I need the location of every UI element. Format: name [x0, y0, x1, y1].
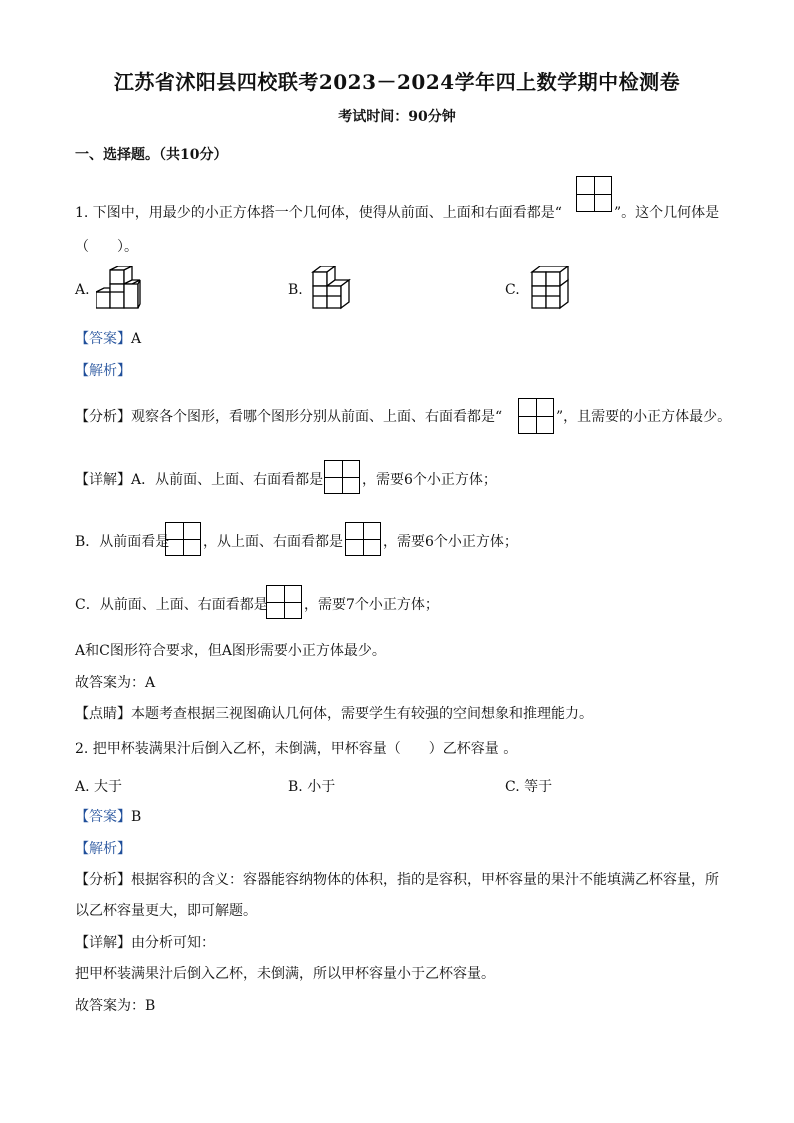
detail-tag: 【详解】 [75, 935, 131, 951]
q1-detail-b-top-grid-icon [345, 522, 381, 556]
fenxi-text: 根据容积的含义：容器能容纳物体的体积，指的是容积，甲杯容量的果汁不能填满乙杯容量，所 [131, 872, 719, 888]
q1-detail-a-part2: ，需要6个小正方体； [362, 472, 497, 488]
section-heading: 一、选择题。（共10分） [75, 147, 228, 163]
q1-fenxi [75, 406, 502, 426]
q1-final: 故答案为：A [75, 675, 156, 691]
q1-stem-part2: ”。这个几何体是 [614, 205, 720, 221]
q1-detail-b-front-grid-icon [165, 522, 201, 556]
detail-text: 由分析可知： [131, 935, 215, 951]
answer-value: A [131, 331, 142, 347]
q1-option-b-label: B. [288, 282, 303, 298]
q1-fenxi-grid-icon [518, 398, 554, 434]
q1-option-b-cubes-icon [311, 266, 357, 312]
dianjing-text: 本题考查根据三视图确认几何体，需要学生有较强的空间想象和推理能力。 [131, 706, 593, 722]
fenxi-tag: 【分析】 [75, 872, 131, 888]
detail-tag: 【详解】 [75, 472, 131, 488]
q2-option-c: C. 等于 [505, 779, 553, 795]
q2-option-b: B. 小于 [288, 779, 336, 795]
q2-fenxi-line1 [75, 869, 719, 889]
q2-detail [75, 932, 215, 952]
exam-time: 考试时间：90分钟 [338, 109, 456, 125]
q2-final: 故答案为：B [75, 998, 156, 1014]
q2-fenxi-line2: 以乙杯容量更大，即可解题。 [75, 903, 257, 919]
q1-stem-grid-icon [576, 176, 612, 212]
q1-detail-a [75, 469, 323, 489]
q1-detail-b-part2: ，从上面、右面看都是 [203, 534, 343, 550]
answer-tag: 【答案】 [75, 809, 131, 825]
page-title: 江苏省沭阳县四校联考2023－2024学年四上数学期中检测卷 [113, 70, 681, 94]
fenxi-text-part1: 观察各个图形，看哪个图形分别从前面、上面、右面看都是“ [131, 409, 503, 425]
q2-detail-line2: 把甲杯装满果汁后倒入乙杯，未倒满，所以甲杯容量小于乙杯容量。 [75, 966, 495, 982]
q1-stem-part1: 1. 下图中，用最少的小正方体搭一个几何体，使得从前面、上面和右面看都是“ [75, 205, 562, 221]
q1-conclusion: A和C图形符合要求，但A图形需要小正方体最少。 [75, 643, 386, 659]
q1-stem-part3: （ ）。 [75, 239, 138, 255]
q1-option-a-cubes-icon [96, 266, 144, 312]
q1-detail-c-grid-icon [266, 585, 302, 619]
q1-dianjing [75, 703, 593, 723]
q2-analysis-tag: 【解析】 [75, 841, 131, 857]
detail-a-text: A．从前面、上面、右面看都是 [131, 472, 324, 488]
q1-detail-c-part2: ，需要7个小正方体； [304, 597, 439, 613]
q1-option-a-label: A. [75, 282, 90, 298]
dianjing-tag: 【点睛】 [75, 706, 131, 722]
q1-detail-c-part1: C．从前面、上面、右面看都是 [75, 597, 268, 613]
q1-option-c-label: C. [505, 282, 520, 298]
answer-value: B [131, 809, 142, 825]
q1-analysis-tag: 【解析】 [75, 363, 131, 379]
q1-option-c-cubes-icon [528, 266, 576, 312]
q1-answer [75, 328, 141, 348]
fenxi-tag: 【分析】 [75, 409, 131, 425]
q1-detail-a-grid-icon [324, 460, 360, 494]
q1-detail-b-part3: ，需要6个小正方体； [383, 534, 518, 550]
answer-tag: 【答案】 [75, 331, 131, 347]
q2-answer [75, 806, 141, 826]
q2-option-a: A. 大于 [75, 779, 123, 795]
q1-fenxi-part2: ”，且需要的小正方体最少。 [556, 409, 732, 425]
q2-stem: 2. 把甲杯装满果汁后倒入乙杯，未倒满，甲杯容量（ ）乙杯容量 。 [75, 741, 518, 757]
q1-detail-b-part1: B．从前面看是 [75, 534, 170, 550]
